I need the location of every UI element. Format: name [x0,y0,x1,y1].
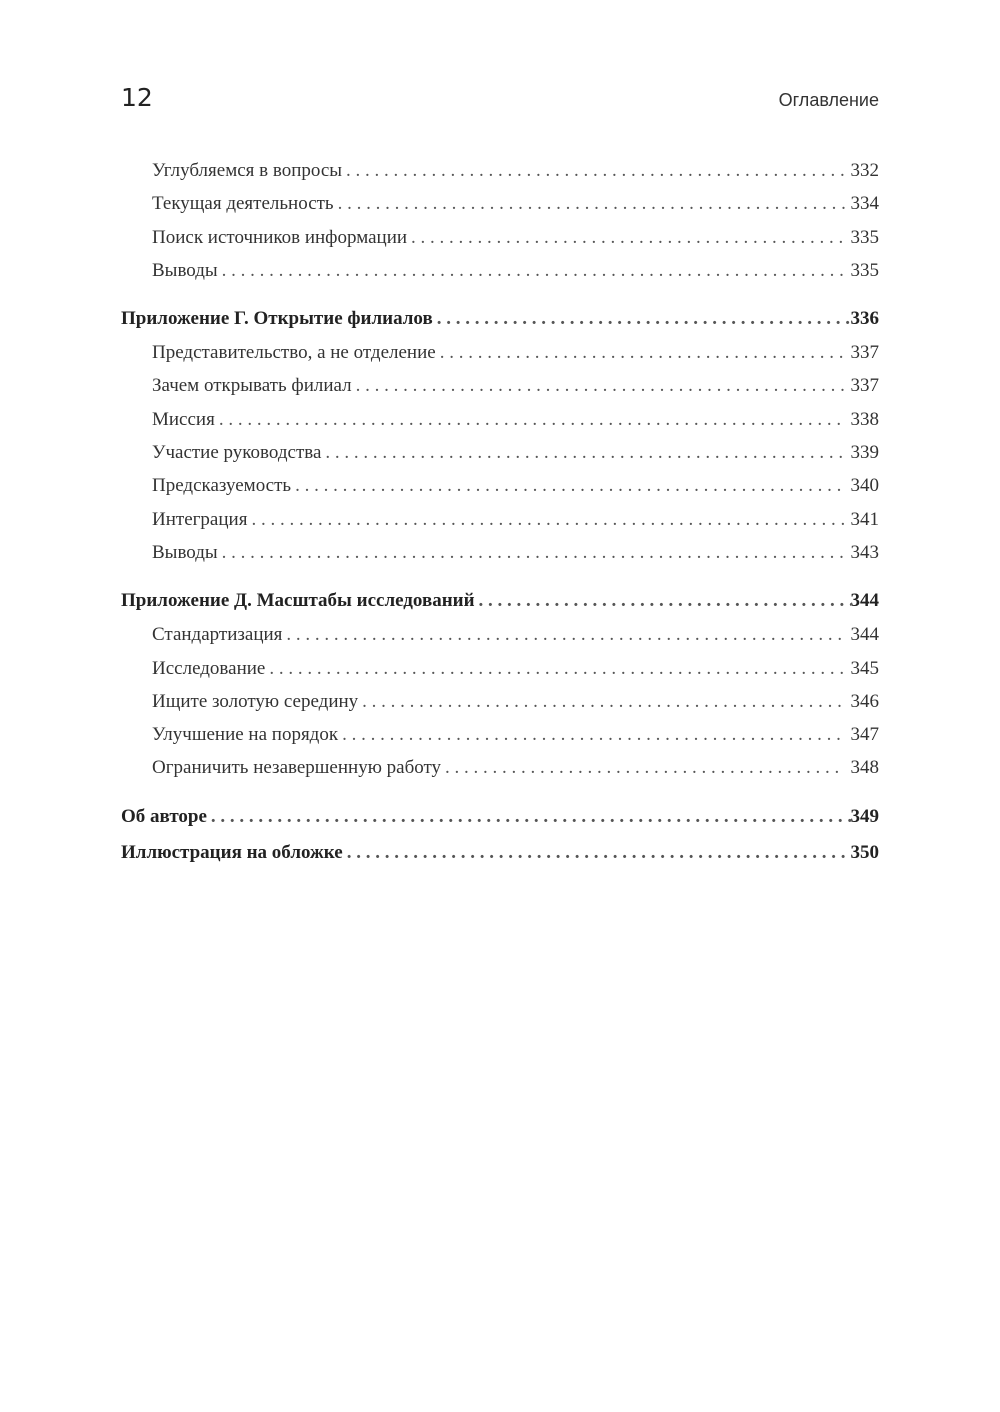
toc-chapter-entry[interactable] [121,806,879,842]
page-number: 12 [121,83,153,112]
toc-entry-title: Ищите золотую середину [152,690,359,712]
table-of-contents [121,160,879,893]
toc-chapter-entry[interactable] [121,590,879,624]
toc-entry-page: 341 [850,508,879,530]
toc-entry-page: 335 [850,226,879,248]
toc-entry[interactable] [121,160,879,193]
toc-chapter-page: 350 [850,841,879,863]
toc-entry[interactable] [121,724,879,757]
dot-leader [338,193,845,215]
dot-leader [356,375,845,397]
toc-entry-page: 343 [850,541,879,563]
toc-entry-page: 344 [850,624,879,646]
toc-entry[interactable] [121,624,879,657]
toc-appendix-d [121,590,879,790]
toc-entry-title: Интеграция [152,508,248,530]
dot-leader [251,509,844,531]
dot-leader [347,842,851,864]
toc-entry-page: 346 [850,690,879,712]
toc-chapter-title: Приложение Д. Масштабы исследований [121,590,475,612]
running-title: Оглавление [778,90,879,110]
toc-entry-page: 345 [850,657,879,679]
dot-leader [362,691,844,713]
toc-entry-page: 334 [850,193,879,215]
dot-leader [440,342,845,364]
toc-chapter-title: Приложение Г. Открытие филиалов [121,308,433,330]
dot-leader [219,409,845,431]
toc-entry-title: Выводы [152,541,218,563]
toc-chapter-title: Об авторе [121,805,207,827]
toc-entry[interactable] [121,691,879,724]
toc-entry[interactable] [121,375,879,408]
toc-section [121,160,879,293]
toc-entry-title: Предсказуемость [152,475,292,497]
toc-entry-page: 337 [850,375,879,397]
toc-entry-page: 348 [850,757,879,779]
toc-entry-title: Поиск источников информации [152,226,408,248]
toc-entry-page: 347 [850,724,879,746]
toc-chapter-page: 349 [850,805,879,827]
toc-entry-page: 338 [850,408,879,430]
toc-chapter-entry[interactable] [121,842,879,878]
toc-entry-title: Текущая деятельность [152,193,334,215]
toc-end-matter [121,806,879,878]
toc-entry-title: Зачем открывать филиал [152,375,352,397]
dot-leader [222,260,845,282]
toc-entry[interactable] [121,227,879,260]
toc-entry[interactable] [121,542,879,575]
toc-entry[interactable] [121,409,879,442]
toc-entry[interactable] [121,442,879,475]
dot-leader [211,806,851,828]
toc-chapter-entry[interactable] [121,308,879,342]
dot-leader [342,724,844,746]
toc-chapter-page: 336 [850,308,879,330]
toc-entry-page: 337 [850,342,879,364]
dot-leader [286,624,844,646]
toc-entry-title: Участие руководства [152,442,322,464]
toc-chapter-page: 344 [850,590,879,612]
toc-entry-page: 339 [850,442,879,464]
dot-leader [445,757,844,779]
dot-leader [479,590,851,612]
toc-entry[interactable] [121,193,879,226]
toc-appendix-g [121,308,879,575]
toc-entry-title: Выводы [152,259,218,281]
dot-leader [222,542,845,564]
toc-entry-title: Ограничить незавершенную работу [152,757,442,779]
toc-entry-title: Стандартизация [152,624,283,646]
toc-entry-title: Представительство, а не отделение [152,342,436,364]
toc-entry[interactable] [121,658,879,691]
toc-entry-title: Углубляемся в вопросы [152,160,343,181]
dot-leader [437,308,851,330]
dot-leader [411,227,844,249]
toc-entry[interactable] [121,260,879,293]
toc-entry-page: 332 [850,160,879,181]
toc-entry[interactable] [121,342,879,375]
toc-entry-title: Миссия [152,408,215,430]
toc-entry-title: Исследование [152,657,266,679]
dot-leader [346,160,844,182]
toc-entry-page: 335 [850,259,879,281]
toc-entry-title: Улучшение на порядок [152,724,339,746]
toc-entry[interactable] [121,757,879,790]
toc-entry[interactable] [121,475,879,508]
dot-leader [269,658,844,680]
toc-chapter-title: Иллюстрация на обложке [121,841,343,863]
dot-leader [295,475,844,497]
dot-leader [325,442,844,464]
toc-entry-page: 340 [850,475,879,497]
toc-entry[interactable] [121,509,879,542]
